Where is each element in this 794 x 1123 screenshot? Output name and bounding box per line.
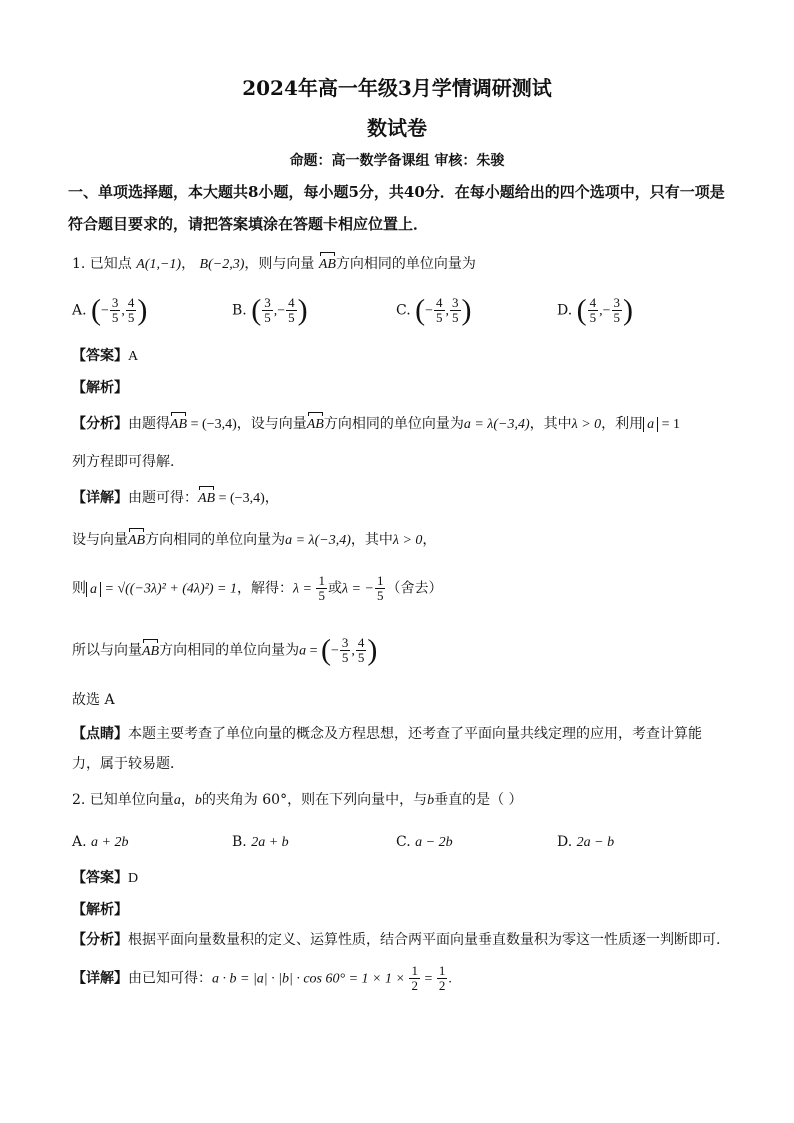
q2-detail-line: 【详解】由已知可得：a · b = |a| · |b| · cos 60° = 1 × 1 × $\frac{1}{2}$ = $\frac{1}{2}$ .	[72, 963, 452, 993]
fraction: $\frac{4}{5}$	[589, 295, 597, 325]
q1-analysis-line: 【分析】由题得AB = (−3,4)，设与向量AB方向相同的单位向量为a = λ(−3,4)，其中λ > 0，利用 a = 1	[72, 414, 680, 435]
fraction: $\frac{3}{5}$	[452, 295, 459, 325]
q1-detail-line-3: 则 a = √((−3λ)² + (4λ)²) = 1，解得：λ = $\frac{1}{5}$ 或λ = − $\frac{1}{5}$ （舍去）	[72, 573, 443, 603]
q1-analysis-tag: 【解析】	[72, 380, 128, 396]
q2-analysis-tag: 【解析】	[72, 902, 128, 918]
q1-remark-line-1: 【点睛】本题主要考查了单位向量的概念及方程思想，还考查了平面向量共线定理的应用，考查计算能	[72, 726, 702, 742]
fraction: $\frac{3}{5}$	[613, 295, 621, 325]
q2-analysis-line: 【分析】根据平面向量数量积的定义、运算性质，结合两平面向量垂直数量积为零这一性质逐一判断即可.	[72, 932, 721, 948]
section-heading: 一、单项选择题，本大题共8小题，每小题5分，共40分．在每小题给出的四个选项中，只有一项是符合题目要求的，请把答案填涂在答题卡相应位置上．	[68, 183, 725, 233]
fraction: $\frac{3}{5}$	[111, 295, 119, 325]
q2-option-d: D. 2a − b	[557, 834, 615, 850]
exam-subtitle: 数试卷	[367, 116, 427, 140]
q1-answer: 【答案】A	[72, 348, 139, 364]
q1-conclusion: 故选 A	[72, 692, 115, 708]
q1-detail-line-4: 所以与向量AB方向相同的单位向量为a = (− $\frac{3}{5}$ , $\frac{4}{5}$ )	[72, 633, 378, 667]
q2-answer: 【答案】D	[72, 870, 139, 886]
question-1-stem: 1. 已知点 A(1,−1)， B(−2,3)，则与向量 AB方向相同的单位向量为	[72, 254, 476, 275]
fraction: $\frac{4}{5}$	[357, 635, 365, 665]
fraction: $\frac{4}{5}$	[288, 295, 295, 325]
fraction: $\frac{4}{5}$	[436, 295, 443, 325]
q2-option-c: C. a − 2b	[396, 834, 453, 850]
vector-ab: AB	[319, 255, 336, 275]
fraction: $\frac{4}{5}$	[127, 295, 135, 325]
q2-option-a: A. a + 2b	[72, 834, 129, 850]
q1-option-c: C. (− $\frac{4}{5}$ , $\frac{3}{5}$ )	[396, 293, 472, 327]
q2-option-b: B. 2a + b	[232, 834, 289, 850]
q1-option-a: A. (− $\frac{3}{5}$ , $\frac{4}{5}$ )	[72, 293, 148, 327]
fraction: $\frac{1}{5}$	[318, 573, 325, 603]
question-2-stem: 2. 已知单位向量a，b的夹角为 60°，则在下列向量中，与b垂直的是（ ）	[72, 792, 523, 808]
q1-analysis-line-2: 列方程即可得解.	[72, 454, 175, 470]
q1-remark-line-2: 力，属于较易题．	[72, 756, 184, 772]
fraction: $\frac{1}{2}$	[411, 963, 418, 993]
q1-option-b: B. ( $\frac{3}{5}$ ,− $\frac{4}{5}$ )	[232, 293, 308, 327]
fraction: $\frac{3}{5}$	[264, 295, 271, 325]
point-b: B(−2,3)	[199, 257, 245, 272]
q1-detail-line-1: 【详解】由题可得：AB = (−3,4)，	[72, 488, 279, 509]
q1-detail-line-2: 设与向量AB方向相同的单位向量为a = λ(−3,4)，其中λ > 0，	[72, 530, 436, 551]
exam-title: 2024年高一年级3月学情调研测试	[242, 76, 552, 100]
author-line: 命题：高一数学备课组 审核：朱骏	[289, 153, 505, 169]
fraction: $\frac{3}{5}$	[341, 635, 349, 665]
fraction: $\frac{1}{2}$	[438, 963, 446, 993]
fraction: $\frac{1}{5}$	[376, 573, 384, 603]
q1-option-d: D. ( $\frac{4}{5}$ ,− $\frac{3}{5}$ )	[557, 293, 634, 327]
point-a: A(1,−1)	[136, 257, 182, 272]
